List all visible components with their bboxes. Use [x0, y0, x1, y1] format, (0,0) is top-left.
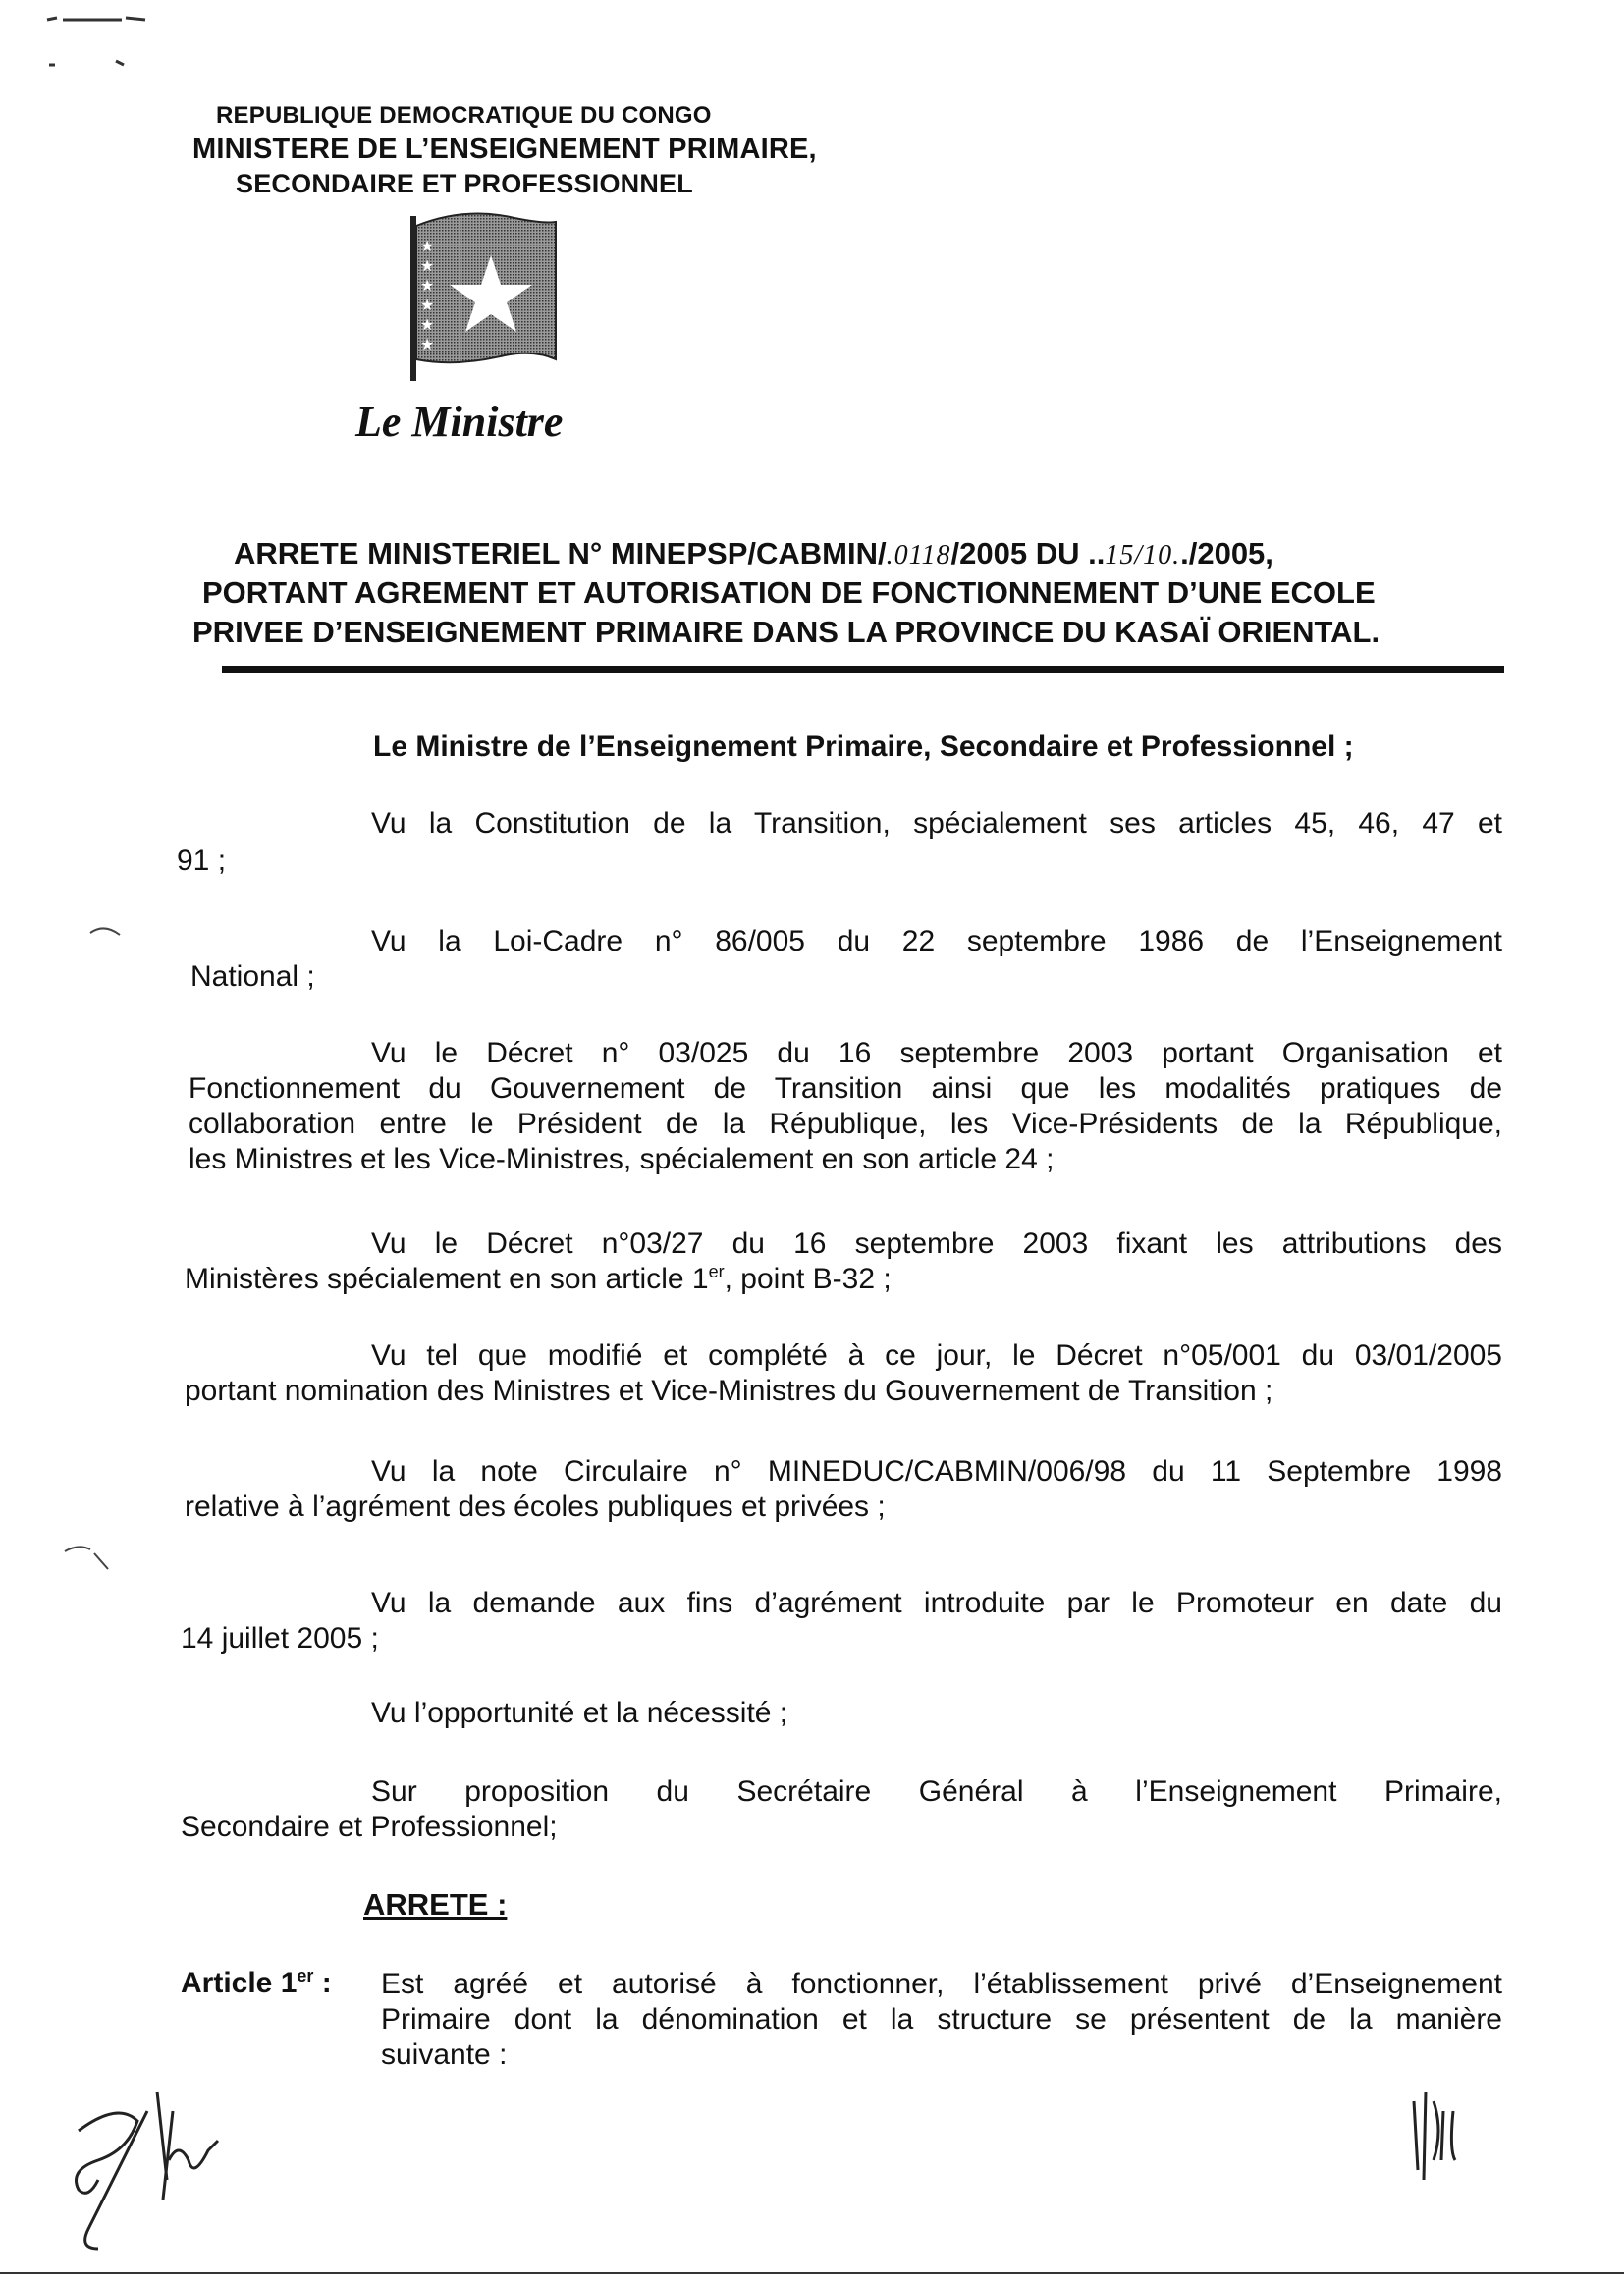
recital-decret-05-line2: portant nomination des Ministres et Vice-Ministres du Gouvernement de Transition ; [185, 1375, 1273, 1407]
recital-demande-line2: 14 juillet 2005 ; [181, 1622, 379, 1655]
header-ministry-line1: MINISTERE DE L’ENSEIGNEMENT PRIMAIRE, [192, 134, 817, 165]
recital-decret-27-line1: Vu le Décret n°03/27 du 16 septembre 2003 fixant les attributions des [371, 1227, 1502, 1260]
paraph-signature [1414, 2092, 1455, 2180]
margin-mark-2 [65, 1547, 108, 1569]
recital-decret-025-line3: collaboration entre le Président de la République, les Vice-Présidents de la République, [189, 1108, 1502, 1140]
recital-loi-cadre-line1: Vu la Loi-Cadre n° 86/005 du 22 septembre 1986 de l’Enseignement [371, 925, 1502, 957]
article-1-text: Article 1 [181, 1967, 298, 1999]
article-1-label [181, 1966, 332, 2000]
header-country: REPUBLIQUE DEMOCRATIQUE DU CONGO [216, 102, 712, 129]
decree-mid: /2005 DU .. [950, 536, 1106, 570]
article-1-line3: suivante : [381, 2038, 508, 2071]
flag-emblem-icon [406, 212, 564, 381]
article-1-line1: Est agréé et autorisé à fonctionner, l’établissement privé d’Enseignement [381, 1968, 1502, 2000]
decree-number-handwritten: .0118 [886, 540, 951, 570]
decree-prefix: ARRETE MINISTERIEL N° MINEPSP/CABMIN/ [234, 536, 887, 570]
article-1-sup: er [297, 1966, 314, 1985]
svg-text:★: ★ [420, 237, 435, 255]
recital-decret-025-line2: Fonctionnement du Gouvernement de Transition ainsi que les modalités pratiques de [189, 1072, 1502, 1105]
recital-loi-cadre-line2: National ; [190, 960, 315, 993]
recital-decret-27-line2 [185, 1263, 892, 1296]
preamble-minister: Le Ministre de l’Enseignement Primaire, Secondaire et Professionnel ; [373, 731, 1354, 763]
article-1-line2: Primaire dont la dénomination et la structure se présentent de la manière [381, 2003, 1502, 2036]
recital-decret-27-point: , point B-32 ; [724, 1263, 892, 1295]
recital-proposition-line2: Secondaire et Professionnel; [181, 1811, 558, 1843]
svg-text:★: ★ [420, 315, 435, 334]
recital-proposition-line1: Sur proposition du Secrétaire Général à l’Enseignement Primaire, [371, 1775, 1502, 1808]
decree-title-line2: PORTANT AGREMENT ET AUTORISATION DE FONCTIONNEMENT D’UNE ECOLE [202, 575, 1376, 610]
header-ministry-line2: SECONDAIRE ET PROFESSIONNEL [236, 169, 693, 198]
recital-constitution-line1: Vu la Constitution de la Transition, spécialement ses articles 45, 46, 47 et [371, 807, 1502, 840]
title-rule [222, 666, 1504, 673]
initials-signature [77, 2092, 219, 2249]
svg-text:★: ★ [420, 256, 435, 275]
decree-title-line3: PRIVEE D’ENSEIGNEMENT PRIMAIRE DANS LA PROVINCE DU KASAÏ ORIENTAL. [192, 615, 1380, 649]
recital-decret-05-line1: Vu tel que modifié et complété à ce jour, le Décret n°05/001 du 03/01/2005 [371, 1339, 1502, 1372]
recital-opportunite: Vu l’opportunité et la nécessité ; [371, 1697, 788, 1729]
arrete-heading: ARRETE : [363, 1887, 508, 1922]
recital-demande-line1: Vu la demande aux fins d’agrément introduite par le Promoteur en date du [371, 1587, 1502, 1619]
svg-text:★: ★ [420, 276, 435, 295]
recital-decret-025-line1: Vu le Décret n° 03/025 du 16 septembre 2003 portant Organisation et [371, 1037, 1502, 1069]
article-1-colon: : [313, 1967, 332, 1999]
recital-decret-27-text: Ministères spécialement en son article 1 [185, 1263, 709, 1295]
scan-speck-top [47, 18, 145, 65]
recital-constitution-line2: 91 ; [177, 844, 227, 877]
decree-title-line1 [234, 536, 1273, 571]
recital-decret-025-line4: les Ministres et les Vice-Ministres, spécialement en son article 24 ; [189, 1143, 1055, 1175]
decree-suffix: ./2005, [1180, 536, 1273, 570]
recital-decret-27-sup: er [708, 1262, 725, 1281]
svg-text:★: ★ [420, 335, 435, 353]
signature-title: Le Ministre [355, 398, 564, 446]
page-bottom-rule [0, 2272, 1624, 2274]
decree-date-handwritten: 15/10. [1105, 540, 1181, 570]
svg-text:★: ★ [420, 296, 435, 314]
margin-mark-1 [90, 928, 120, 935]
recital-circulaire-line2: relative à l’agrément des écoles publiques et privées ; [185, 1491, 886, 1523]
recital-circulaire-line1: Vu la note Circulaire n° MINEDUC/CABMIN/006/98 du 11 Septembre 1998 [371, 1455, 1502, 1488]
